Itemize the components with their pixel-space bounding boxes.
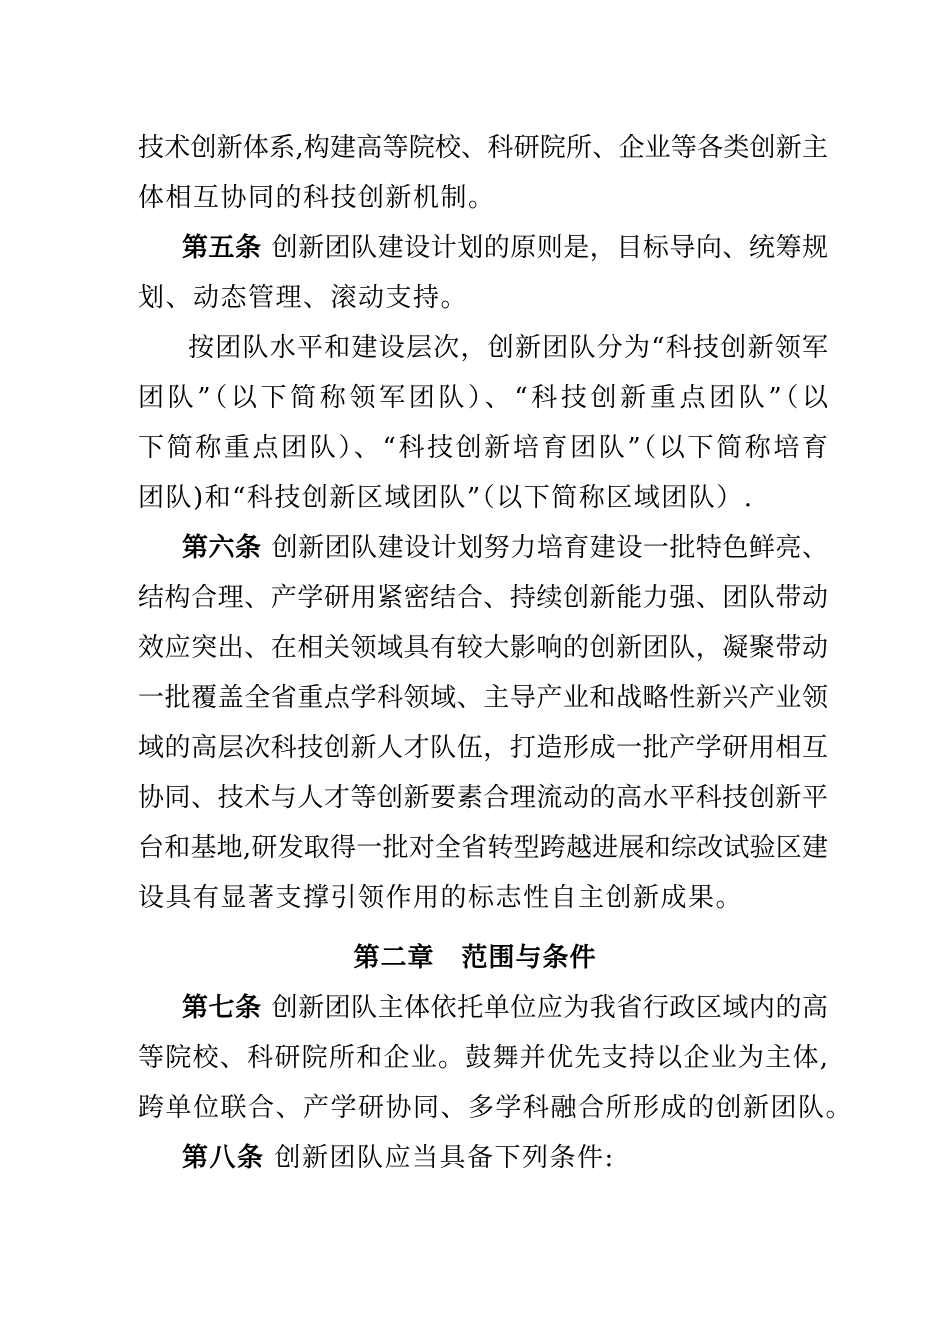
text-line: 按团队水平和建设层次，创新团队分为“科技创新领军	[188, 333, 828, 363]
chapter-heading: 第二章 范围与条件	[353, 943, 597, 973]
article-7-label: 第七条	[182, 993, 262, 1023]
text-line: 下简称重点团队）、“科技创新培育团队”（以下简称培育	[138, 433, 828, 463]
article-6-line	[182, 531, 828, 565]
article-8-line	[182, 1141, 828, 1175]
text-line: 等院校、科研院所和企业。鼓舞并优先支持以企业为主体,	[138, 1043, 828, 1073]
text-line: 域的高层次科技创新人才队伍，打造形成一批产学研用相互	[138, 733, 828, 763]
text-line: 技术创新体系,构建高等院校、科研院所、企业等各类创新主	[138, 133, 828, 163]
article-6-label: 第六条	[182, 533, 262, 563]
text-line: 设具有显著支撑引领作用的标志性自主创新成果。	[138, 883, 744, 913]
text-line: 协同、技术与人才等创新要素合理流动的高水平科技创新平	[138, 783, 828, 813]
text-line: 划、动态管理、滚动支持。	[138, 283, 469, 313]
text-line: 体相互协同的科技创新机制。	[138, 183, 496, 213]
article-7-text: 创新团队主体依托单位应为我省行政区域内的高	[271, 993, 828, 1023]
text-line: 效应突出、在相关领域具有较大影响的创新团队，凝聚带动	[138, 633, 828, 663]
text-line: 一批覆盖全省重点学科领域、主导产业和战略性新兴产业领	[138, 683, 828, 713]
article-5-text: 创新团队建设计划的原则是，目标导向、统筹规	[271, 233, 828, 263]
text-line: 结构合理、产学研用紧密结合、持续创新能力强、团队带动	[138, 583, 828, 613]
text-line: 团队)和“科技创新区域团队”（以下简称区域团队）.	[138, 483, 754, 513]
article-8-text: 创新团队应当具备下列条件:	[274, 1143, 615, 1173]
article-5-label: 第五条	[182, 233, 262, 263]
text-line: 团队”（以下简称领军团队）、“科技创新重点团队”（以	[138, 383, 828, 413]
text-line: 跨单位联合、产学研协同、多学科融合所形成的创新团队。	[138, 1093, 854, 1123]
text-line: 台和基地,研发取得一批对全省转型跨越进展和综改试验区建	[138, 833, 828, 863]
article-7-line	[182, 991, 828, 1025]
article-6-text: 创新团队建设计划努力培育建设一批特色鲜亮、	[271, 533, 828, 563]
article-5-line	[182, 231, 828, 265]
article-8-label: 第八条	[182, 1143, 265, 1173]
